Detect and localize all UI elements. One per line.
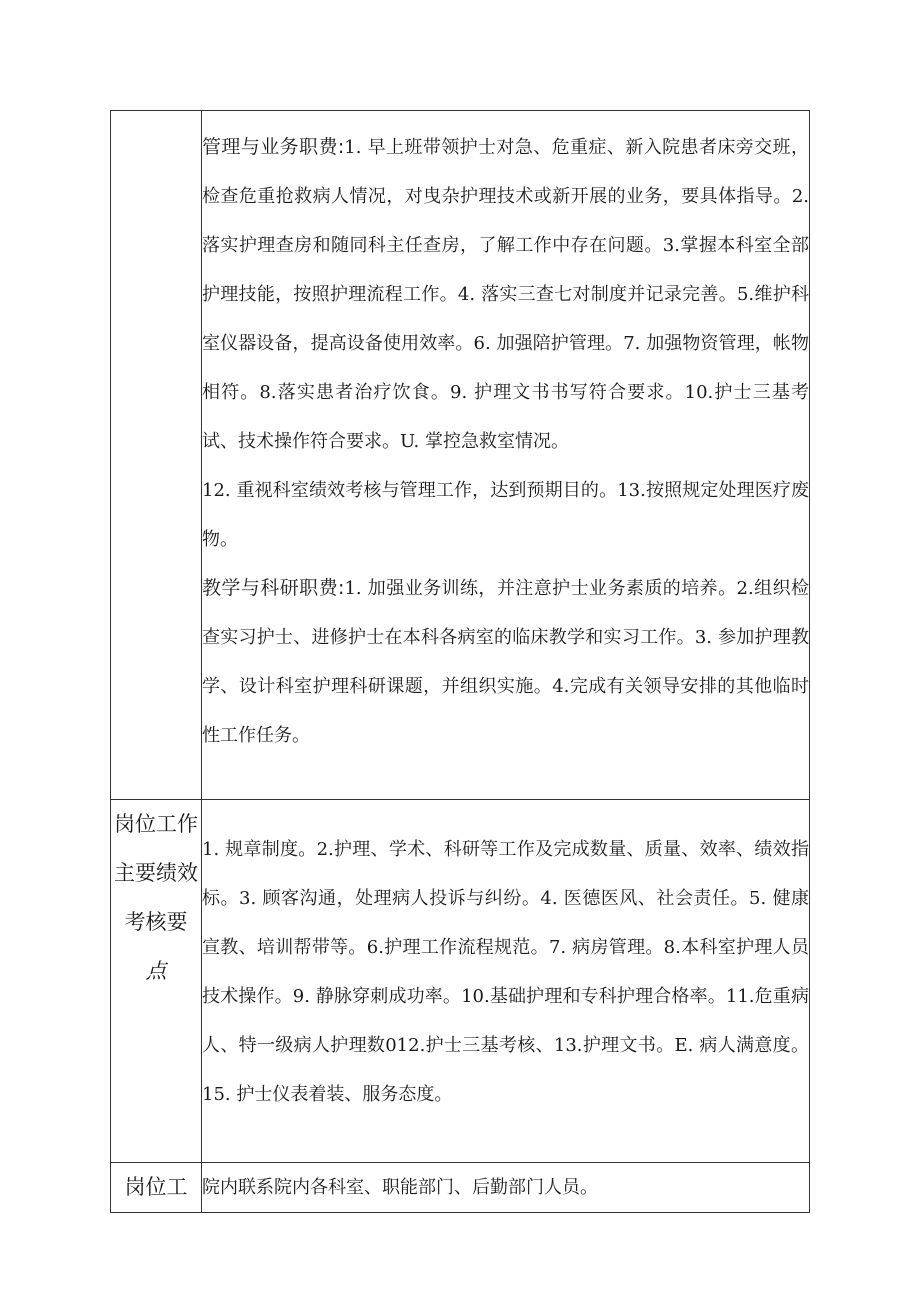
contacts-content-cell: [202, 1163, 810, 1213]
teaching-research-text: 1. 加强业务训练，并注意护士业务素质的培养。2.组织检查实习护士、进修护士在本科各病室的临床教学和实习工作。3. 参加护理教学、设计科室护理科研课题，并组织实施。4.完成有关领导安排的其他临时性工作任务。: [202, 578, 809, 746]
performance-label-cell: [111, 800, 202, 1163]
performance-label-line-1: 岗位工作: [114, 812, 198, 836]
performance-content-cell: [202, 800, 810, 1163]
management-duties-heading: 管理与业务职费:: [202, 136, 345, 158]
duties-row: [111, 111, 810, 800]
performance-row: [111, 800, 810, 1163]
job-description-table: [110, 110, 810, 1213]
teaching-research-paragraph: [202, 564, 809, 760]
duties-content-cell: [202, 111, 810, 800]
performance-label-line-4: 点: [145, 959, 167, 983]
contacts-row: [111, 1163, 810, 1213]
teaching-research-heading: 教学与科研职费:: [202, 577, 345, 599]
contacts-label-cell: 岗位工: [111, 1163, 202, 1213]
performance-text: 1. 规章制度。2.护理、学术、科研等工作及完成数量、质量、效率、绩效指标。3. 顾客沟通，处理病人投诉与纠纷。4. 医德医风、社会责任。5. 健康宣教、培训帮带等。6.护理工作流程规范。7. 病房管理。8.本科室护理人员技术操作。9. 静脉穿刺成功率。10.基础护理和专科护理合格率。11.危重病人、特一级病人护理数012.护士三基考核、13.护理文书。E. 病人满意度。15. 护士仪表着装、服务态度。: [202, 839, 809, 1105]
management-duties-text: 1. 早上班带领护士对急、危重症、新入院患者床旁交班，检查危重抢救病人情况，对曳杂护理技术或新开展的业务，要具体指导。2.落实护理查房和随同科主任查房，了解工作中存在问题。3.掌握本科室全部护理技能，按照护理流程工作。4. 落实三查七对制度并记录完善。5.维护科室仪器设备，提高设备使用效率。6. 加强陪护管理。7. 加强物资管理，帐物相符。8.落实患者治疗饮食。9. 护理文书书写符合要求。10.护士三基考试、技术操作符合要求。U. 掌控急救室情况。: [202, 137, 809, 452]
contacts-text: 院内联系院内各科室、职能部门、后勤部门人员。: [202, 1177, 598, 1198]
management-duties-paragraph: [202, 123, 809, 466]
performance-label-line-3: 考核要: [124, 910, 188, 934]
duties-label-cell: [111, 111, 202, 800]
performance-label-line-2: 主要绩效: [114, 861, 198, 885]
management-duties-paragraph-2: 12. 重视科室绩效考核与管理工作，达到预期目的。13.按照规定处理医疗废物。: [202, 480, 809, 550]
